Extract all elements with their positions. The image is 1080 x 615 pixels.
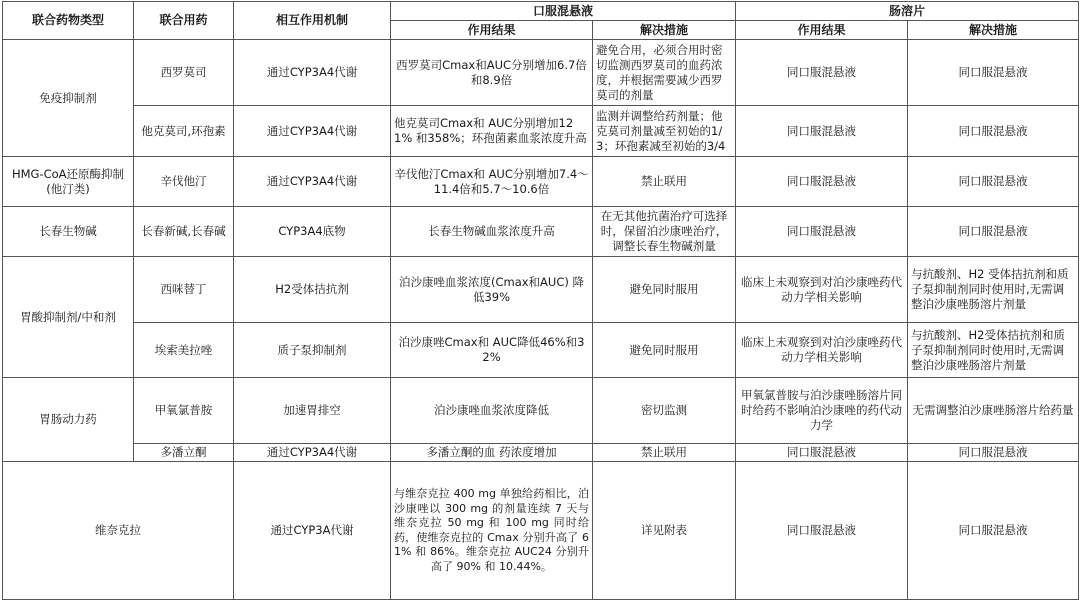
oral-result-cell: 西罗莫司Cmax和AUC分别增加6.7倍和8.9倍 [391,40,593,106]
mechanism-cell: 通过CYP3A4代谢 [234,106,391,157]
mechanism-cell: 通过CYP3A4代谢 [234,40,391,106]
header-enteric-tablet: 肠溶片 [736,2,1079,21]
oral-result-cell: 辛伐他汀Cmax和 AUC分别增加7.4～11.4倍和5.7～10.6倍 [391,157,593,207]
tablet-result-cell: 临床上未观察到对泊沙康唑药代动力学相关影响 [736,323,908,378]
tablet-result-cell: 同口服混悬液 [736,40,908,106]
header-tablet-measure: 解决措施 [908,21,1079,40]
drug-cell: 甲氧氯普胺 [134,378,234,444]
drug-cell: 西咪替丁 [134,257,234,323]
oral-result-cell: 他克莫司Cmax和 AUC分别增加121% 和358%；环孢菌素血浆浓度升高 [391,106,593,157]
oral-measure-cell: 避免同时服用 [593,323,736,378]
oral-result-cell: 泊沙康唑Cmax和 AUC降低46%和32% [391,323,593,378]
drug-cell: 长春新碱,长春碱 [134,207,234,257]
mechanism-cell: 通过CYP3A4代谢 [234,444,391,462]
group-type: 免疫抑制剂 [3,40,134,157]
tablet-measure-cell: 无需调整泊沙康唑肠溶片给药量 [908,378,1079,444]
tablet-measure-cell: 同口服混悬液 [908,106,1079,157]
table-row [3,207,1079,257]
oral-measure-cell: 禁止联用 [593,444,736,462]
oral-measure-cell: 禁止联用 [593,157,736,207]
header-oral-suspension: 口服混悬液 [391,2,736,21]
mechanism-cell: 通过CYP3A代谢 [234,462,391,600]
header-oral-result: 作用结果 [391,21,593,40]
oral-result-cell: 与维奈克拉 400 mg 单独给药相比，泊沙康唑以 300 mg 的剂量连续 7 天与维奈克拉 50 mg 和 100 mg 同时给药，使维奈克拉的 Cmax 分别升高了 61% 和 86%。维奈克拉 AUC24 分别升高了 90% 和 10.44%。 [391,462,593,600]
table-row [3,462,1079,600]
tablet-measure-cell: 同口服混悬液 [908,207,1079,257]
group-type: 胃酸抑制剂/中和剂 [3,257,134,378]
mechanism-cell: CYP3A4底物 [234,207,391,257]
group-type: 胃肠动力药 [3,378,134,462]
oral-result-cell: 泊沙康唑血浆浓度(Cmax和AUC) 降低39% [391,257,593,323]
oral-result-cell: 多潘立酮的血 药浓度增加 [391,444,593,462]
drug-cell: 多潘立酮 [134,444,234,462]
group-type: 长春生物碱 [3,207,134,257]
drug-cell: 辛伐他汀 [134,157,234,207]
mechanism-cell: 加速胃排空 [234,378,391,444]
header-mechanism: 相互作用机制 [234,2,391,40]
header-type: 联合药物类型 [3,2,134,40]
tablet-measure-cell: 同口服混悬液 [908,444,1079,462]
oral-measure-cell: 避免同时服用 [593,257,736,323]
drug-cell: 西罗莫司 [134,40,234,106]
mechanism-cell: 质子泵抑制剂 [234,323,391,378]
tablet-result-cell: 同口服混悬液 [736,106,908,157]
tablet-measure-cell: 与抗酸剂、H2受体拮抗剂和质子泵抑制剂同时使用时,无需调整泊沙康唑肠溶片剂量 [908,323,1079,378]
table-row [3,257,1079,323]
table-row [3,40,1079,106]
tablet-result-cell: 同口服混悬液 [736,157,908,207]
table-row [3,106,1079,157]
header-drug: 联合用药 [134,2,234,40]
group-type: 维奈克拉 [3,462,234,600]
header-oral-measure: 解决措施 [593,21,736,40]
drug-cell: 埃索美拉唑 [134,323,234,378]
header-tablet-result: 作用结果 [736,21,908,40]
tablet-result-cell: 临床上未观察到对泊沙康唑药代动力学相关影响 [736,257,908,323]
tablet-result-cell: 同口服混悬液 [736,207,908,257]
table-row [3,157,1079,207]
drug-cell: 他克莫司,环孢素 [134,106,234,157]
oral-result-cell: 长春生物碱血浆浓度升高 [391,207,593,257]
oral-measure-cell: 详见附表 [593,462,736,600]
mechanism-cell: H2受体拮抗剂 [234,257,391,323]
table-row [3,378,1079,444]
tablet-measure-cell: 同口服混悬液 [908,157,1079,207]
oral-measure-cell: 在无其他抗菌治疗可选择时，保留泊沙康唑治疗，调整长春生物碱剂量 [593,207,736,257]
oral-measure-cell: 避免合用，必须合用时密切监测西罗莫司的血药浓度，并根据需要减少西罗莫司的剂量 [593,40,736,106]
table-row [3,323,1079,378]
drug-interaction-table [2,1,1079,600]
group-type: HMG-CoA还原酶抑制 (他汀类) [3,157,134,207]
mechanism-cell: 通过CYP3A4代谢 [234,157,391,207]
tablet-result-cell: 同口服混悬液 [736,444,908,462]
oral-result-cell: 泊沙康唑血浆浓度降低 [391,378,593,444]
tablet-result-cell: 甲氧氯普胺与泊沙康唑肠溶片同时给药不影响泊沙康唑的药代动力学 [736,378,908,444]
table-row [3,444,1079,462]
oral-measure-cell: 密切监测 [593,378,736,444]
tablet-measure-cell: 同口服混悬液 [908,462,1079,600]
tablet-measure-cell: 同口服混悬液 [908,40,1079,106]
oral-measure-cell: 监测并调整给药剂量；他克莫司剂量减至初始的1/3；环孢素减至初始的3/4 [593,106,736,157]
tablet-measure-cell: 与抗酸剂、H2 受体拮抗剂和质子泵抑制剂同时使用时,无需调整泊沙康唑肠溶片剂量 [908,257,1079,323]
tablet-result-cell: 同口服混悬液 [736,462,908,600]
